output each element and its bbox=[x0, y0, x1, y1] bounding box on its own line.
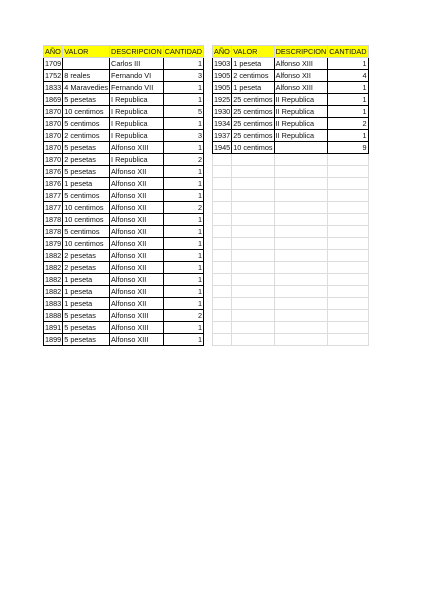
cell-value[interactable]: 25 centimos bbox=[233, 131, 273, 140]
cell-description[interactable]: I Republica bbox=[110, 106, 164, 118]
empty-cell[interactable] bbox=[213, 310, 232, 322]
empty-row bbox=[213, 310, 369, 322]
cell-value[interactable]: 2 centimos bbox=[63, 130, 110, 142]
empty-cell[interactable] bbox=[328, 322, 368, 334]
table-row bbox=[44, 190, 204, 202]
empty-cell[interactable] bbox=[213, 298, 232, 310]
cell-value[interactable]: 10 centimos bbox=[63, 202, 110, 214]
cell-year[interactable]: 1899 bbox=[45, 335, 62, 344]
empty-row bbox=[213, 262, 369, 274]
cell-quantity[interactable]: 1 bbox=[163, 298, 203, 310]
empty-cell[interactable] bbox=[213, 166, 232, 178]
cell-year[interactable]: 1882 bbox=[45, 275, 62, 284]
cell-quantity[interactable]: 1 bbox=[163, 94, 203, 106]
empty-cell[interactable] bbox=[328, 334, 368, 346]
empty-cell[interactable] bbox=[213, 322, 232, 334]
empty-cell[interactable] bbox=[274, 322, 328, 334]
cell-value[interactable]: 5 centimos bbox=[63, 190, 110, 202]
header-value[interactable]: VALOR bbox=[232, 46, 274, 58]
cell-description[interactable]: Alfonso XIII bbox=[110, 142, 164, 154]
table-row bbox=[44, 106, 204, 118]
cell-quantity[interactable]: 1 bbox=[163, 250, 203, 262]
table-row bbox=[44, 70, 204, 82]
cell-description[interactable]: Alfonso XIII bbox=[274, 58, 328, 70]
table-row bbox=[44, 238, 204, 250]
cell-year[interactable]: 1870 bbox=[45, 143, 62, 152]
cell-description[interactable]: Alfonso XII bbox=[110, 166, 164, 178]
cell-quantity[interactable]: 9 bbox=[328, 142, 368, 154]
cell-year[interactable]: 1883 bbox=[45, 299, 62, 308]
empty-cell[interactable] bbox=[232, 214, 274, 226]
empty-cell[interactable] bbox=[328, 262, 368, 274]
cell-value[interactable]: 5 pesetas bbox=[63, 322, 110, 334]
cell-quantity[interactable]: 1 bbox=[328, 106, 368, 118]
empty-cell[interactable] bbox=[328, 298, 368, 310]
table-row bbox=[44, 226, 204, 238]
table-row bbox=[44, 166, 204, 178]
cell-year[interactable]: 1870 bbox=[45, 131, 62, 140]
empty-cell[interactable] bbox=[213, 238, 232, 250]
cell-year[interactable]: 1934 bbox=[214, 119, 231, 128]
cell-year[interactable]: 1878 bbox=[45, 227, 62, 236]
cell-year[interactable]: 1870 bbox=[45, 155, 62, 164]
table-row bbox=[44, 298, 204, 310]
table-row bbox=[213, 70, 369, 82]
empty-cell[interactable] bbox=[232, 262, 274, 274]
cell-description[interactable]: I Republica bbox=[110, 154, 164, 166]
cell-year[interactable]: 1833 bbox=[45, 83, 62, 92]
cell-description[interactable]: Alfonso XII bbox=[110, 226, 164, 238]
cell-year[interactable]: 1709 bbox=[45, 59, 62, 68]
table-row bbox=[213, 82, 369, 94]
cell-year[interactable]: 1903 bbox=[214, 59, 231, 68]
empty-cell[interactable] bbox=[232, 310, 274, 322]
header-description[interactable]: DESCRIPCION bbox=[275, 47, 327, 56]
cell-quantity[interactable]: 2 bbox=[163, 310, 203, 322]
cell-year[interactable]: 1882 bbox=[45, 251, 62, 260]
cell-quantity[interactable]: 1 bbox=[328, 82, 368, 94]
cell-quantity[interactable]: 1 bbox=[163, 142, 203, 154]
cell-year[interactable]: 1877 bbox=[45, 203, 62, 212]
cell-description[interactable]: I Republica bbox=[110, 118, 164, 130]
table-row bbox=[44, 130, 204, 142]
empty-cell[interactable] bbox=[232, 166, 274, 178]
empty-row bbox=[213, 274, 369, 286]
empty-cell[interactable] bbox=[274, 154, 328, 166]
cell-year[interactable]: 1879 bbox=[45, 239, 62, 248]
empty-cell[interactable] bbox=[274, 166, 328, 178]
cell-year[interactable]: 1930 bbox=[214, 107, 231, 116]
cell-description[interactable]: Alfonso XII bbox=[110, 190, 164, 202]
table-row bbox=[44, 262, 204, 274]
table-row bbox=[44, 286, 204, 298]
cell-description[interactable]: II Republica bbox=[274, 130, 328, 142]
table-row bbox=[213, 130, 369, 142]
empty-cell[interactable] bbox=[274, 226, 328, 238]
cell-description[interactable]: Alfonso XII bbox=[110, 298, 164, 310]
empty-row bbox=[213, 334, 369, 346]
cell-quantity[interactable]: 1 bbox=[163, 274, 203, 286]
cell-value[interactable]: 2 pesetas bbox=[63, 154, 110, 166]
empty-row bbox=[213, 322, 369, 334]
cell-quantity[interactable]: 1 bbox=[163, 238, 203, 250]
cell-description[interactable]: Alfonso XIII bbox=[274, 82, 328, 94]
cell-year[interactable]: 1882 bbox=[45, 287, 62, 296]
empty-cell[interactable] bbox=[328, 250, 368, 262]
cell-description[interactable]: II Republica bbox=[274, 94, 328, 106]
cell-value[interactable]: 1 peseta bbox=[63, 178, 110, 190]
empty-cell[interactable] bbox=[328, 178, 368, 190]
empty-cell[interactable] bbox=[274, 202, 328, 214]
empty-row bbox=[213, 154, 369, 166]
cell-description[interactable]: Alfonso XII bbox=[110, 262, 164, 274]
cell-value[interactable]: 5 centimos bbox=[63, 226, 110, 238]
cell-description[interactable]: Fernando VI bbox=[110, 70, 164, 82]
table-row bbox=[44, 274, 204, 286]
cell-quantity[interactable]: 1 bbox=[163, 334, 203, 346]
table-row bbox=[44, 310, 204, 322]
empty-cell[interactable] bbox=[232, 178, 274, 190]
cell-value[interactable]: 4 Maravedies bbox=[64, 83, 109, 92]
cell-description[interactable]: II Republica bbox=[274, 106, 328, 118]
empty-cell[interactable] bbox=[328, 190, 368, 202]
empty-cell[interactable] bbox=[213, 274, 232, 286]
empty-cell[interactable] bbox=[213, 226, 232, 238]
empty-cell[interactable] bbox=[213, 202, 232, 214]
empty-row bbox=[213, 202, 369, 214]
empty-row bbox=[213, 166, 369, 178]
cell-description[interactable]: Carlos III bbox=[110, 58, 164, 70]
empty-row bbox=[213, 178, 369, 190]
cell-value[interactable]: 1 peseta bbox=[63, 274, 110, 286]
cell-value[interactable]: 1 peseta bbox=[63, 286, 110, 298]
empty-cell[interactable] bbox=[274, 178, 328, 190]
table-row bbox=[44, 58, 204, 70]
cell-year[interactable]: 1905 bbox=[214, 71, 231, 80]
cell-year[interactable]: 1869 bbox=[45, 95, 62, 104]
header-row bbox=[213, 46, 369, 58]
cell-quantity[interactable]: 1 bbox=[163, 118, 203, 130]
empty-cell[interactable] bbox=[274, 190, 328, 202]
coin-table-left bbox=[43, 45, 204, 346]
empty-cell[interactable] bbox=[232, 190, 274, 202]
empty-cell[interactable] bbox=[232, 202, 274, 214]
empty-cell[interactable] bbox=[213, 214, 232, 226]
empty-cell[interactable] bbox=[213, 262, 232, 274]
table-row bbox=[213, 118, 369, 130]
empty-row bbox=[213, 250, 369, 262]
empty-cell[interactable] bbox=[232, 250, 274, 262]
cell-year[interactable]: 1876 bbox=[45, 167, 62, 176]
cell-year[interactable]: 1888 bbox=[45, 311, 62, 320]
cell-description[interactable]: Alfonso XIII bbox=[110, 334, 164, 346]
cell-quantity[interactable]: 2 bbox=[163, 154, 203, 166]
cell-value[interactable]: 1 peseta bbox=[232, 58, 274, 70]
cell-year[interactable]: 1945 bbox=[214, 143, 231, 152]
cell-year[interactable]: 1876 bbox=[45, 179, 62, 188]
table-row bbox=[44, 322, 204, 334]
empty-cell[interactable] bbox=[274, 214, 328, 226]
table-row bbox=[44, 250, 204, 262]
cell-value[interactable]: 5 pesetas bbox=[63, 142, 110, 154]
cell-description[interactable]: Alfonso XII bbox=[110, 274, 164, 286]
empty-row bbox=[213, 226, 369, 238]
empty-cell[interactable] bbox=[232, 298, 274, 310]
empty-cell[interactable] bbox=[328, 214, 368, 226]
cell-year[interactable]: 1870 bbox=[45, 119, 62, 128]
cell-description[interactable]: II Republica bbox=[274, 118, 328, 130]
table-row bbox=[44, 178, 204, 190]
cell-value[interactable]: 10 centimos bbox=[63, 238, 110, 250]
empty-cell[interactable] bbox=[232, 322, 274, 334]
empty-cell[interactable] bbox=[232, 274, 274, 286]
cell-value[interactable]: 5 pesetas bbox=[63, 310, 110, 322]
empty-cell[interactable] bbox=[274, 274, 328, 286]
cell-value[interactable]: 25 centimos bbox=[233, 107, 273, 116]
empty-cell[interactable] bbox=[274, 238, 328, 250]
cell-description[interactable]: I Republica bbox=[110, 94, 164, 106]
empty-cell[interactable] bbox=[328, 310, 368, 322]
empty-cell[interactable] bbox=[232, 238, 274, 250]
empty-cell[interactable] bbox=[213, 154, 232, 166]
header-year[interactable]: AÑO bbox=[214, 47, 230, 56]
header-quantity[interactable]: CANTIDAD bbox=[329, 47, 367, 56]
empty-cell[interactable] bbox=[232, 226, 274, 238]
empty-cell[interactable] bbox=[213, 250, 232, 262]
empty-cell[interactable] bbox=[213, 178, 232, 190]
empty-cell[interactable] bbox=[274, 262, 328, 274]
cell-quantity[interactable]: 2 bbox=[328, 118, 368, 130]
cell-quantity[interactable]: 1 bbox=[328, 130, 368, 142]
header-row bbox=[44, 46, 204, 58]
empty-cell[interactable] bbox=[213, 190, 232, 202]
empty-row bbox=[213, 238, 369, 250]
empty-cell[interactable] bbox=[232, 286, 274, 298]
empty-cell[interactable] bbox=[213, 286, 232, 298]
cell-value[interactable]: 5 centimos bbox=[63, 118, 110, 130]
table-row bbox=[44, 334, 204, 346]
empty-cell[interactable] bbox=[274, 334, 328, 346]
cell-year[interactable]: 1905 bbox=[214, 83, 231, 92]
cell-quantity[interactable]: 4 bbox=[328, 70, 368, 82]
empty-cell[interactable] bbox=[328, 154, 368, 166]
cell-quantity[interactable]: 3 bbox=[163, 130, 203, 142]
cell-year[interactable]: 1870 bbox=[45, 107, 62, 116]
table-row bbox=[213, 94, 369, 106]
cell-year[interactable]: 1925 bbox=[214, 95, 231, 104]
cell-quantity[interactable]: 1 bbox=[163, 262, 203, 274]
cell-description[interactable]: Alfonso XII bbox=[110, 250, 164, 262]
cell-quantity[interactable]: 2 bbox=[163, 202, 203, 214]
cell-quantity[interactable]: 1 bbox=[163, 166, 203, 178]
cell-quantity[interactable]: 1 bbox=[163, 214, 203, 226]
cell-description[interactable]: Alfonso XII bbox=[110, 286, 164, 298]
cell-description[interactable]: Alfonso XII bbox=[110, 178, 164, 190]
table-row bbox=[44, 202, 204, 214]
cell-year[interactable]: 1752 bbox=[45, 71, 62, 80]
cell-year[interactable]: 1891 bbox=[45, 323, 62, 332]
empty-cell[interactable] bbox=[328, 238, 368, 250]
cell-year[interactable]: 1937 bbox=[214, 131, 231, 140]
header-description[interactable]: DESCRIPCION bbox=[111, 47, 162, 56]
cell-quantity[interactable]: 1 bbox=[163, 226, 203, 238]
cell-value[interactable]: 10 centimos bbox=[233, 143, 273, 152]
cell-value[interactable]: 2 centimos bbox=[232, 70, 274, 82]
cell-value[interactable] bbox=[63, 58, 110, 70]
cell-value[interactable]: 25 centimos bbox=[233, 119, 273, 128]
header-year[interactable]: AÑO bbox=[45, 47, 61, 56]
cell-year[interactable]: 1878 bbox=[45, 215, 62, 224]
cell-value[interactable]: 1 peseta bbox=[63, 298, 110, 310]
cell-value[interactable]: 2 pesetas bbox=[63, 250, 110, 262]
cell-value[interactable]: 5 pesetas bbox=[63, 166, 110, 178]
cell-quantity[interactable]: 1 bbox=[163, 82, 203, 94]
empty-cell[interactable] bbox=[274, 310, 328, 322]
cell-quantity[interactable]: 1 bbox=[163, 286, 203, 298]
cell-value[interactable]: 5 pesetas bbox=[63, 334, 110, 346]
empty-cell[interactable] bbox=[232, 334, 274, 346]
cell-value[interactable]: 1 peseta bbox=[232, 82, 274, 94]
empty-cell[interactable] bbox=[328, 226, 368, 238]
cell-quantity[interactable]: 1 bbox=[163, 178, 203, 190]
empty-cell[interactable] bbox=[274, 298, 328, 310]
table-row bbox=[44, 154, 204, 166]
cell-quantity[interactable]: 3 bbox=[163, 70, 203, 82]
empty-cell[interactable] bbox=[232, 154, 274, 166]
cell-description[interactable]: Fernando VII bbox=[110, 82, 164, 94]
header-value[interactable]: VALOR bbox=[63, 46, 110, 58]
header-quantity[interactable]: CANTIDAD bbox=[164, 47, 203, 56]
empty-cell[interactable] bbox=[328, 274, 368, 286]
cell-quantity[interactable]: 5 bbox=[163, 106, 203, 118]
cell-value[interactable]: 5 pesetas bbox=[63, 94, 110, 106]
cell-year[interactable]: 1877 bbox=[45, 191, 62, 200]
empty-row bbox=[213, 298, 369, 310]
table-row bbox=[44, 94, 204, 106]
table-row bbox=[44, 118, 204, 130]
cell-description[interactable]: I Republica bbox=[110, 130, 164, 142]
cell-quantity[interactable]: 1 bbox=[163, 190, 203, 202]
empty-cell[interactable] bbox=[328, 166, 368, 178]
table-row bbox=[213, 106, 369, 118]
cell-quantity[interactable]: 1 bbox=[163, 322, 203, 334]
cell-description[interactable]: Alfonso XIII bbox=[110, 310, 164, 322]
cell-quantity[interactable]: 1 bbox=[328, 58, 368, 70]
cell-description[interactable]: Alfonso XII bbox=[110, 238, 164, 250]
table-row bbox=[44, 142, 204, 154]
table-row bbox=[213, 142, 369, 154]
coin-table-right bbox=[212, 45, 369, 346]
table-row bbox=[44, 214, 204, 226]
table-row bbox=[44, 82, 204, 94]
cell-quantity[interactable]: 1 bbox=[328, 94, 368, 106]
cell-year[interactable]: 1882 bbox=[45, 263, 62, 272]
cell-quantity[interactable]: 1 bbox=[163, 58, 203, 70]
empty-cell[interactable] bbox=[328, 202, 368, 214]
empty-cell[interactable] bbox=[274, 286, 328, 298]
cell-value[interactable]: 10 centimos bbox=[63, 106, 110, 118]
empty-cell[interactable] bbox=[213, 334, 232, 346]
empty-cell[interactable] bbox=[328, 286, 368, 298]
empty-row bbox=[213, 286, 369, 298]
empty-row bbox=[213, 214, 369, 226]
cell-description[interactable]: Alfonso XII bbox=[110, 214, 164, 226]
cell-description[interactable]: Alfonso XII bbox=[110, 202, 164, 214]
table-row bbox=[213, 58, 369, 70]
cell-value[interactable]: 2 pesetas bbox=[63, 262, 110, 274]
cell-description[interactable] bbox=[274, 142, 328, 154]
cell-description[interactable]: Alfonso XII bbox=[274, 70, 328, 82]
cell-description[interactable]: Alfonso XIII bbox=[110, 322, 164, 334]
cell-value[interactable]: 10 centimos bbox=[63, 214, 110, 226]
cell-value[interactable]: 25 centimos bbox=[233, 95, 273, 104]
empty-cell[interactable] bbox=[274, 250, 328, 262]
empty-row bbox=[213, 190, 369, 202]
cell-value[interactable]: 8 reales bbox=[63, 70, 110, 82]
